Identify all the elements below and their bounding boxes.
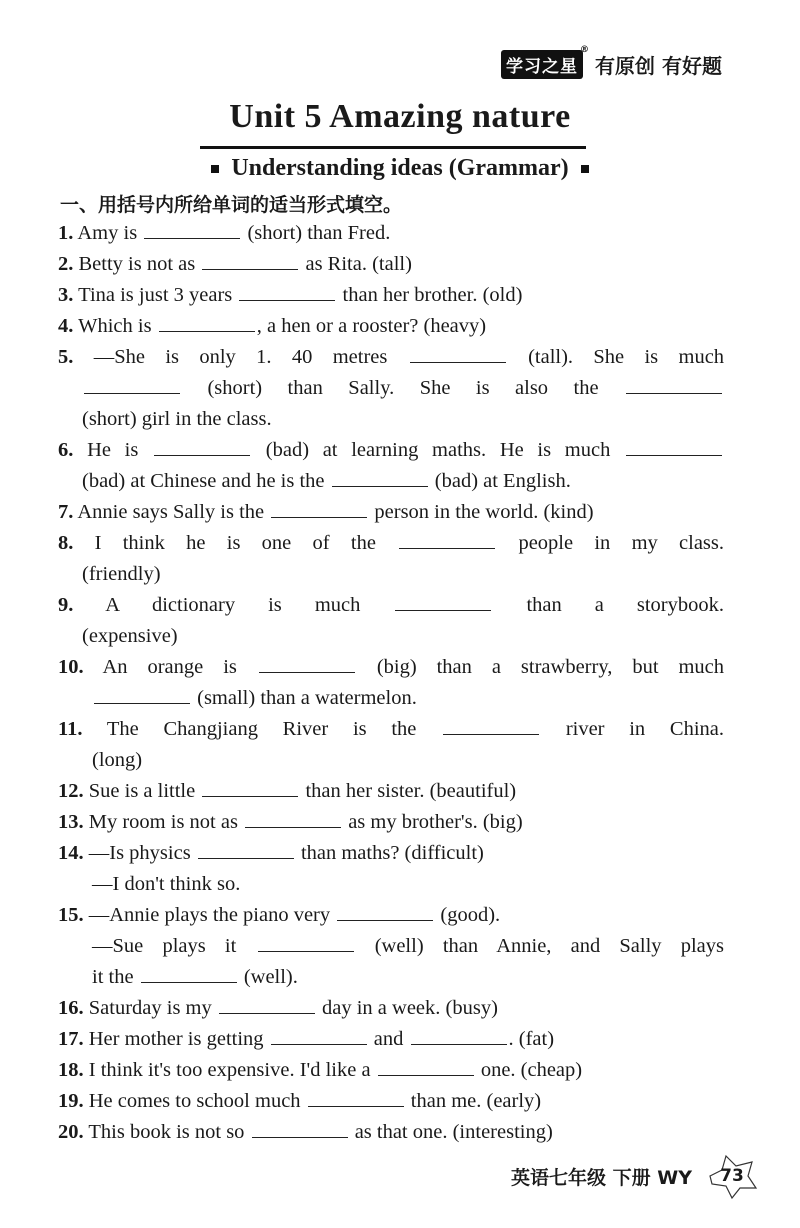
question-text: it the <box>92 966 134 988</box>
question-text: . (fat) <box>508 1028 555 1050</box>
registered-mark-icon: ® <box>580 45 591 55</box>
question-text: than her brother. (old) <box>342 284 523 306</box>
question-text: Annie says Sally is the <box>77 501 265 523</box>
question-15 <box>58 900 724 993</box>
unit-title: Unit 5 Amazing nature <box>229 98 571 135</box>
answer-blank[interactable] <box>202 778 298 797</box>
answer-blank[interactable] <box>259 654 355 673</box>
question-18 <box>58 1055 724 1086</box>
question-text: Amy is <box>77 222 138 244</box>
question-number: 1. <box>58 222 74 244</box>
question-17 <box>58 1024 724 1055</box>
page-header <box>501 45 722 79</box>
question-text: A dictionary is much <box>105 594 361 616</box>
question-9 <box>58 590 724 652</box>
question-text: (bad) at learning maths. He is much <box>265 439 611 461</box>
question-1 <box>58 218 724 249</box>
question-13 <box>58 807 724 838</box>
answer-blank[interactable] <box>94 685 190 704</box>
question-text: than maths? (difficult) <box>300 842 484 864</box>
question-text: as my brother's. (big) <box>348 811 523 833</box>
answer-blank[interactable] <box>154 437 250 456</box>
answer-blank[interactable] <box>159 313 255 332</box>
answer-blank[interactable] <box>308 1088 404 1107</box>
book-label: 英语七年级 下册 WY <box>511 1166 692 1189</box>
question-number: 19. <box>58 1090 84 1112</box>
question-8 <box>58 528 724 590</box>
page-number-badge <box>702 1150 762 1202</box>
answer-blank[interactable] <box>332 468 428 487</box>
question-text: (friendly) <box>82 563 161 585</box>
question-text: than me. (early) <box>410 1090 542 1112</box>
answer-blank[interactable] <box>626 375 722 394</box>
question-text: (good). <box>440 904 501 926</box>
header-slogan: 有原创 有好题 <box>595 54 722 78</box>
question-number: 16. <box>58 997 84 1019</box>
answer-blank[interactable] <box>395 592 491 611</box>
question-text: , a hen or a rooster? (heavy) <box>256 315 487 337</box>
answer-blank[interactable] <box>239 282 335 301</box>
answer-blank[interactable] <box>202 251 298 270</box>
answer-blank[interactable] <box>258 933 354 952</box>
question-text: people in my class. <box>518 532 724 554</box>
question-text: as Rita. (tall) <box>305 253 412 275</box>
brand-logo-text: 学习之星 <box>506 57 579 77</box>
answer-blank[interactable] <box>144 220 240 239</box>
answer-blank[interactable] <box>141 964 237 983</box>
question-number: 17. <box>58 1028 84 1050</box>
answer-blank[interactable] <box>84 375 180 394</box>
question-text: My room is not as <box>88 811 238 833</box>
question-number: 9. <box>58 594 74 616</box>
question-text: (bad) at Chinese and he is the <box>82 470 325 492</box>
question-text: (long) <box>92 749 143 771</box>
question-text: —She is only 1. 40 metres <box>93 346 388 368</box>
title-underline <box>200 146 586 149</box>
question-number: 8. <box>58 532 74 554</box>
question-text: Her mother is getting <box>88 1028 264 1050</box>
question-text: (tall). She is much <box>528 346 725 368</box>
exercise-instruction: 一、用括号内所给单词的适当形式填空。 <box>60 194 403 216</box>
question-text: day in a week. (busy) <box>322 997 498 1019</box>
answer-blank[interactable] <box>245 809 341 828</box>
subtitle-text: Understanding ideas (Grammar) <box>231 155 569 181</box>
question-19 <box>58 1086 724 1117</box>
question-text: as that one. (interesting) <box>354 1121 553 1143</box>
question-text: —I don't think so. <box>92 873 241 895</box>
question-4 <box>58 311 724 342</box>
question-text: person in the world. (kind) <box>374 501 594 523</box>
question-text: (short) than Sally. She is also the <box>207 377 599 399</box>
question-number: 13. <box>58 811 84 833</box>
question-number: 12. <box>58 780 84 802</box>
question-11 <box>58 714 724 776</box>
question-text: (short) than Fred. <box>247 222 391 244</box>
question-text: An orange is <box>102 656 237 678</box>
question-number: 15. <box>58 904 84 926</box>
brand-logo <box>501 45 591 79</box>
question-12 <box>58 776 724 807</box>
answer-blank[interactable] <box>271 499 367 518</box>
question-text: I think it's too expensive. I'd like a <box>88 1059 371 1081</box>
question-text: The Changjiang River is the <box>106 718 417 740</box>
section-subtitle <box>0 155 800 182</box>
question-text: Which is <box>78 315 152 337</box>
answer-blank[interactable] <box>219 995 315 1014</box>
question-text: (well) than Annie, and Sally plays <box>374 935 725 957</box>
question-text: —Sue plays it <box>92 935 237 957</box>
question-text: than a storybook. <box>526 594 725 616</box>
question-6 <box>58 435 724 497</box>
question-text: I think he is one of the <box>94 532 376 554</box>
question-text: (short) girl in the class. <box>82 408 272 430</box>
question-number: 14. <box>58 842 84 864</box>
question-3 <box>58 280 724 311</box>
question-text: Betty is not as <box>78 253 196 275</box>
question-text: (small) than a watermelon. <box>197 687 417 709</box>
question-text: —Is physics <box>88 842 191 864</box>
question-number: 6. <box>58 439 74 461</box>
question-text: Saturday is my <box>88 997 212 1019</box>
answer-blank[interactable] <box>337 902 433 921</box>
answer-blank[interactable] <box>399 530 495 549</box>
answer-blank[interactable] <box>271 1026 367 1045</box>
question-7 <box>58 497 724 528</box>
page-footer <box>511 1150 762 1202</box>
question-text: He comes to school much <box>88 1090 301 1112</box>
square-bullet-icon <box>581 165 589 173</box>
question-text: (well). <box>243 966 298 988</box>
question-text: Tina is just 3 years <box>78 284 233 306</box>
question-text: —Annie plays the piano very <box>88 904 331 926</box>
question-text: (expensive) <box>82 625 178 647</box>
question-16 <box>58 993 724 1024</box>
question-10 <box>58 652 724 714</box>
answer-blank[interactable] <box>252 1119 348 1138</box>
question-number: 10. <box>58 656 84 678</box>
answer-blank[interactable] <box>411 1026 507 1045</box>
question-5 <box>58 342 724 435</box>
question-number: 20. <box>58 1121 84 1143</box>
question-number: 3. <box>58 284 74 306</box>
question-20 <box>58 1117 724 1148</box>
question-text: He is <box>87 439 139 461</box>
answer-blank[interactable] <box>198 840 294 859</box>
question-text: Sue is a little <box>88 780 196 802</box>
answer-blank[interactable] <box>626 437 722 456</box>
question-text: (big) than a strawberry, but much <box>376 656 725 678</box>
question-text: and <box>373 1028 404 1050</box>
square-bullet-icon <box>211 165 219 173</box>
question-text: (bad) at English. <box>434 470 571 492</box>
question-text: river in China. <box>565 718 724 740</box>
question-number: 7. <box>58 501 74 523</box>
question-number: 2. <box>58 253 74 275</box>
answer-blank[interactable] <box>443 716 539 735</box>
question-14 <box>58 838 724 900</box>
question-number: 18. <box>58 1059 84 1081</box>
page-number: 73 <box>720 1166 744 1186</box>
question-number: 5. <box>58 346 74 368</box>
question-number: 4. <box>58 315 74 337</box>
question-list <box>58 218 724 1148</box>
question-text: than her sister. (beautiful) <box>305 780 517 802</box>
question-text: one. (cheap) <box>480 1059 583 1081</box>
question-2 <box>58 249 724 280</box>
question-text: This book is not so <box>88 1121 245 1143</box>
answer-blank[interactable] <box>410 344 506 363</box>
answer-blank[interactable] <box>378 1057 474 1076</box>
question-number: 11. <box>58 718 83 740</box>
